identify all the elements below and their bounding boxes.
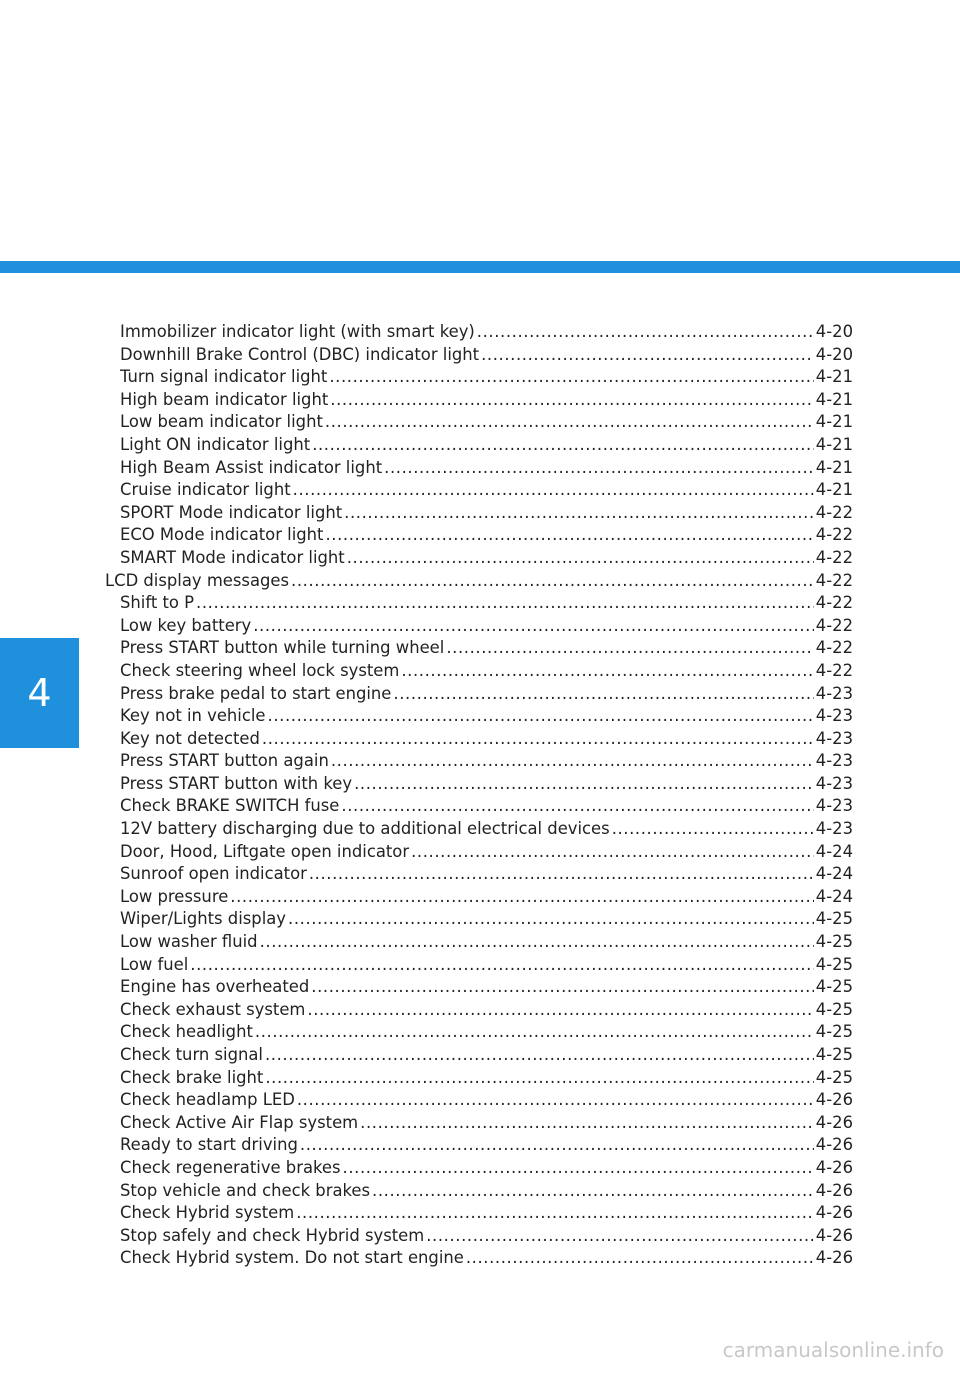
table-of-contents bbox=[105, 321, 853, 1270]
toc-entry[interactable] bbox=[105, 908, 853, 931]
toc-entry-title: Check turn signal bbox=[120, 1045, 263, 1064]
toc-entry-title: Key not in vehicle bbox=[120, 706, 266, 726]
toc-entry-page: 4-21 bbox=[815, 389, 853, 409]
toc-entry[interactable] bbox=[105, 795, 853, 818]
toc-entry-page: 4-22 bbox=[815, 570, 853, 590]
toc-entry-page: 4-22 bbox=[815, 638, 853, 658]
toc-entry-title: Wiper/Lights display bbox=[120, 909, 287, 929]
toc-dot-leader bbox=[372, 1180, 814, 1203]
toc-entry[interactable] bbox=[105, 683, 853, 706]
toc-dot-leader bbox=[331, 750, 814, 773]
toc-entry-title: Press START button with key bbox=[120, 773, 353, 793]
toc-entry-page: 4-24 bbox=[815, 841, 853, 861]
toc-entry-page: 4-26 bbox=[815, 1225, 853, 1245]
toc-entry[interactable] bbox=[105, 1021, 853, 1044]
toc-dot-leader bbox=[411, 841, 814, 864]
toc-entry-title: Downhill Brake Control (DBC) indicator light bbox=[120, 344, 480, 364]
toc-entry-page: 4-25 bbox=[815, 954, 853, 974]
toc-entry-title: Check brake light bbox=[120, 1067, 264, 1087]
toc-entry-page: 4-26 bbox=[815, 1248, 853, 1268]
toc-entry[interactable] bbox=[105, 366, 853, 389]
toc-dot-leader bbox=[230, 886, 814, 909]
toc-dot-leader bbox=[347, 547, 814, 570]
toc-entry-page: 4-22 bbox=[815, 615, 853, 635]
toc-entry[interactable] bbox=[105, 863, 853, 886]
toc-entry-title: High beam indicator light bbox=[120, 389, 329, 409]
toc-dot-leader bbox=[255, 1021, 814, 1044]
toc-entry-title: Stop safely and check Hybrid system bbox=[120, 1225, 425, 1245]
toc-entry[interactable] bbox=[105, 1067, 853, 1090]
toc-entry-page: 4-21 bbox=[815, 434, 853, 454]
toc-entry[interactable] bbox=[105, 1134, 853, 1157]
toc-entry[interactable] bbox=[105, 818, 853, 841]
toc-entry-page: 4-24 bbox=[815, 864, 853, 884]
toc-dot-leader bbox=[311, 976, 814, 999]
toc-entry-page: 4-23 bbox=[815, 773, 853, 793]
toc-entry-title: Check Hybrid system. Do not start engine bbox=[120, 1248, 464, 1268]
toc-dot-leader bbox=[466, 1247, 814, 1270]
toc-dot-leader bbox=[293, 479, 814, 502]
toc-entry-title: Check Active Air Flap system bbox=[120, 1112, 359, 1132]
toc-entry-title: Stop vehicle and check brakes bbox=[120, 1180, 371, 1200]
toc-entry-page: 4-23 bbox=[815, 819, 853, 839]
toc-entry[interactable] bbox=[105, 773, 853, 796]
toc-entry-title: SPORT Mode indicator light bbox=[120, 502, 343, 522]
toc-entry-page: 4-25 bbox=[815, 1067, 853, 1087]
toc-dot-leader bbox=[393, 683, 813, 706]
toc-dot-leader bbox=[325, 524, 813, 547]
toc-dot-leader bbox=[297, 1089, 814, 1112]
toc-entry-title: Low beam indicator light bbox=[120, 412, 323, 432]
toc-entry-page: 4-26 bbox=[815, 1135, 853, 1155]
toc-entry-title: LCD display messages bbox=[105, 570, 290, 590]
toc-entry-page: 4-25 bbox=[815, 1045, 853, 1064]
toc-dot-leader bbox=[307, 999, 813, 1022]
toc-entry-title: Press brake pedal to start engine bbox=[120, 683, 392, 703]
toc-entry[interactable] bbox=[105, 1044, 853, 1067]
toc-entry-page: 4-20 bbox=[815, 322, 853, 341]
toc-entry-title: Check exhaust system bbox=[120, 999, 306, 1019]
toc-entry-title: Door, Hood, Liftgate open indicator bbox=[120, 841, 410, 861]
toc-entry-page: 4-22 bbox=[815, 660, 853, 680]
toc-entry-page: 4-23 bbox=[815, 683, 853, 703]
toc-dot-leader bbox=[341, 795, 813, 818]
toc-entry[interactable] bbox=[105, 1202, 853, 1225]
toc-entry-title: Shift to P bbox=[120, 593, 195, 613]
toc-dot-leader bbox=[296, 1202, 814, 1225]
toc-entry[interactable] bbox=[105, 411, 853, 434]
toc-entry-title: Cruise indicator light bbox=[120, 480, 291, 500]
toc-dot-leader bbox=[612, 818, 814, 841]
toc-entry[interactable] bbox=[105, 321, 853, 344]
toc-entry-page: 4-21 bbox=[815, 480, 853, 500]
toc-section-entry[interactable] bbox=[105, 570, 853, 593]
toc-dot-leader bbox=[384, 457, 814, 480]
toc-entry[interactable] bbox=[105, 1247, 853, 1270]
toc-dot-leader bbox=[196, 592, 814, 615]
toc-dot-leader bbox=[260, 931, 814, 954]
toc-dot-leader bbox=[291, 570, 814, 593]
toc-entry-page: 4-21 bbox=[815, 457, 853, 477]
toc-entry[interactable] bbox=[105, 954, 853, 977]
toc-entry-page: 4-25 bbox=[815, 932, 853, 952]
toc-entry-title: Low key battery bbox=[120, 615, 252, 635]
toc-dot-leader bbox=[401, 660, 813, 683]
toc-entry-title: Immobilizer indicator light (with smart key) bbox=[120, 322, 475, 341]
toc-entry-page: 4-23 bbox=[815, 728, 853, 748]
toc-entry-page: 4-22 bbox=[815, 593, 853, 613]
toc-entry[interactable] bbox=[105, 728, 853, 751]
toc-entry-title: ECO Mode indicator light bbox=[120, 525, 324, 545]
toc-entry-title: Check Hybrid system bbox=[120, 1203, 295, 1223]
toc-entry-page: 4-25 bbox=[815, 999, 853, 1019]
toc-entry-title: Light ON indicator light bbox=[120, 434, 311, 454]
toc-entry-title: Engine has overheated bbox=[120, 977, 310, 997]
toc-dot-leader bbox=[288, 908, 814, 931]
toc-dot-leader bbox=[477, 321, 814, 344]
toc-entry-title: Low fuel bbox=[120, 954, 189, 974]
toc-entry-title: Press START button while turning wheel bbox=[120, 638, 445, 658]
toc-entry[interactable] bbox=[105, 637, 853, 660]
toc-entry[interactable] bbox=[105, 479, 853, 502]
toc-entry-title: Check headlight bbox=[120, 1022, 253, 1042]
toc-dot-leader bbox=[265, 1044, 814, 1067]
toc-dot-leader bbox=[426, 1225, 814, 1248]
toc-entry-page: 4-23 bbox=[815, 796, 853, 816]
toc-entry-title: Sunroof open indicator bbox=[120, 864, 307, 884]
toc-dot-leader bbox=[190, 954, 814, 977]
toc-entry-page: 4-20 bbox=[815, 344, 853, 364]
toc-entry-page: 4-26 bbox=[815, 1180, 853, 1200]
toc-entry[interactable] bbox=[105, 1112, 853, 1135]
toc-entry[interactable] bbox=[105, 592, 853, 615]
toc-entry[interactable] bbox=[105, 615, 853, 638]
toc-dot-leader bbox=[481, 344, 814, 367]
toc-entry-page: 4-25 bbox=[815, 909, 853, 929]
toc-entry-page: 4-25 bbox=[815, 1022, 853, 1042]
toc-entry[interactable] bbox=[105, 999, 853, 1022]
toc-dot-leader bbox=[300, 1134, 814, 1157]
toc-entry-page: 4-21 bbox=[815, 367, 853, 387]
toc-entry-title: Check headlamp LED bbox=[120, 1090, 295, 1110]
toc-entry-title: Low pressure bbox=[120, 886, 229, 906]
toc-entry-page: 4-22 bbox=[815, 525, 853, 545]
toc-entry[interactable] bbox=[105, 841, 853, 864]
toc-dot-leader bbox=[253, 615, 814, 638]
toc-entry[interactable] bbox=[105, 524, 853, 547]
toc-dot-leader bbox=[344, 502, 814, 525]
toc-entry-page: 4-25 bbox=[815, 977, 853, 997]
toc-entry[interactable] bbox=[105, 502, 853, 525]
toc-entry-title: Turn signal indicator light bbox=[120, 367, 328, 387]
toc-entry[interactable] bbox=[105, 660, 853, 683]
toc-dot-leader bbox=[312, 434, 814, 457]
toc-dot-leader bbox=[360, 1112, 814, 1135]
toc-dot-leader bbox=[446, 637, 813, 660]
toc-entry[interactable] bbox=[105, 705, 853, 728]
watermark: carmanualsonline.info bbox=[722, 1338, 944, 1362]
toc-dot-leader bbox=[268, 705, 814, 728]
toc-entry[interactable] bbox=[105, 976, 853, 999]
toc-entry-page: 4-21 bbox=[815, 412, 853, 432]
toc-entry[interactable] bbox=[105, 1225, 853, 1248]
toc-dot-leader bbox=[329, 366, 813, 389]
chapter-number: 4 bbox=[27, 671, 52, 715]
toc-entry[interactable] bbox=[105, 547, 853, 570]
toc-entry-title: Check BRAKE SWITCH fuse bbox=[120, 796, 340, 816]
toc-entry-page: 4-23 bbox=[815, 706, 853, 726]
toc-dot-leader bbox=[354, 773, 814, 796]
toc-entry-page: 4-24 bbox=[815, 886, 853, 906]
toc-entry-page: 4-26 bbox=[815, 1203, 853, 1223]
toc-entry-title: Press START button again bbox=[120, 751, 329, 771]
toc-entry-page: 4-23 bbox=[815, 751, 853, 771]
toc-entry-page: 4-22 bbox=[815, 502, 853, 522]
toc-entry-title: Key not detected bbox=[120, 728, 260, 748]
toc-entry-title: Check steering wheel lock system bbox=[120, 660, 400, 680]
toc-dot-leader bbox=[343, 1157, 814, 1180]
toc-entry[interactable] bbox=[105, 931, 853, 954]
toc-dot-leader bbox=[262, 728, 814, 751]
toc-entry-title: Low washer fluid bbox=[120, 932, 258, 952]
toc-entry-page: 4-26 bbox=[815, 1157, 853, 1177]
toc-entry-title: Check regenerative brakes bbox=[120, 1157, 341, 1177]
toc-entry-title: 12V battery discharging due to additional electrical devices bbox=[120, 819, 610, 839]
toc-entry[interactable] bbox=[105, 1089, 853, 1112]
header-accent-bar bbox=[0, 261, 960, 273]
toc-entry[interactable] bbox=[105, 1180, 853, 1203]
toc-entry[interactable] bbox=[105, 886, 853, 909]
toc-dot-leader bbox=[325, 411, 814, 434]
toc-dot-leader bbox=[309, 863, 814, 886]
toc-entry-title: SMART Mode indicator light bbox=[120, 547, 345, 567]
toc-entry[interactable] bbox=[105, 1157, 853, 1180]
toc-entry[interactable] bbox=[105, 389, 853, 412]
toc-entry-title: High Beam Assist indicator light bbox=[120, 457, 383, 477]
toc-entry[interactable] bbox=[105, 750, 853, 773]
toc-entry-page: 4-22 bbox=[815, 547, 853, 567]
chapter-tab[interactable] bbox=[0, 638, 79, 748]
toc-dot-leader bbox=[330, 389, 814, 412]
toc-dot-leader bbox=[265, 1067, 813, 1090]
toc-entry[interactable] bbox=[105, 457, 853, 480]
toc-entry-title: Ready to start driving bbox=[120, 1135, 298, 1155]
toc-entry-page: 4-26 bbox=[815, 1090, 853, 1110]
toc-entry[interactable] bbox=[105, 344, 853, 367]
toc-entry-page: 4-26 bbox=[815, 1112, 853, 1132]
toc-entry[interactable] bbox=[105, 434, 853, 457]
